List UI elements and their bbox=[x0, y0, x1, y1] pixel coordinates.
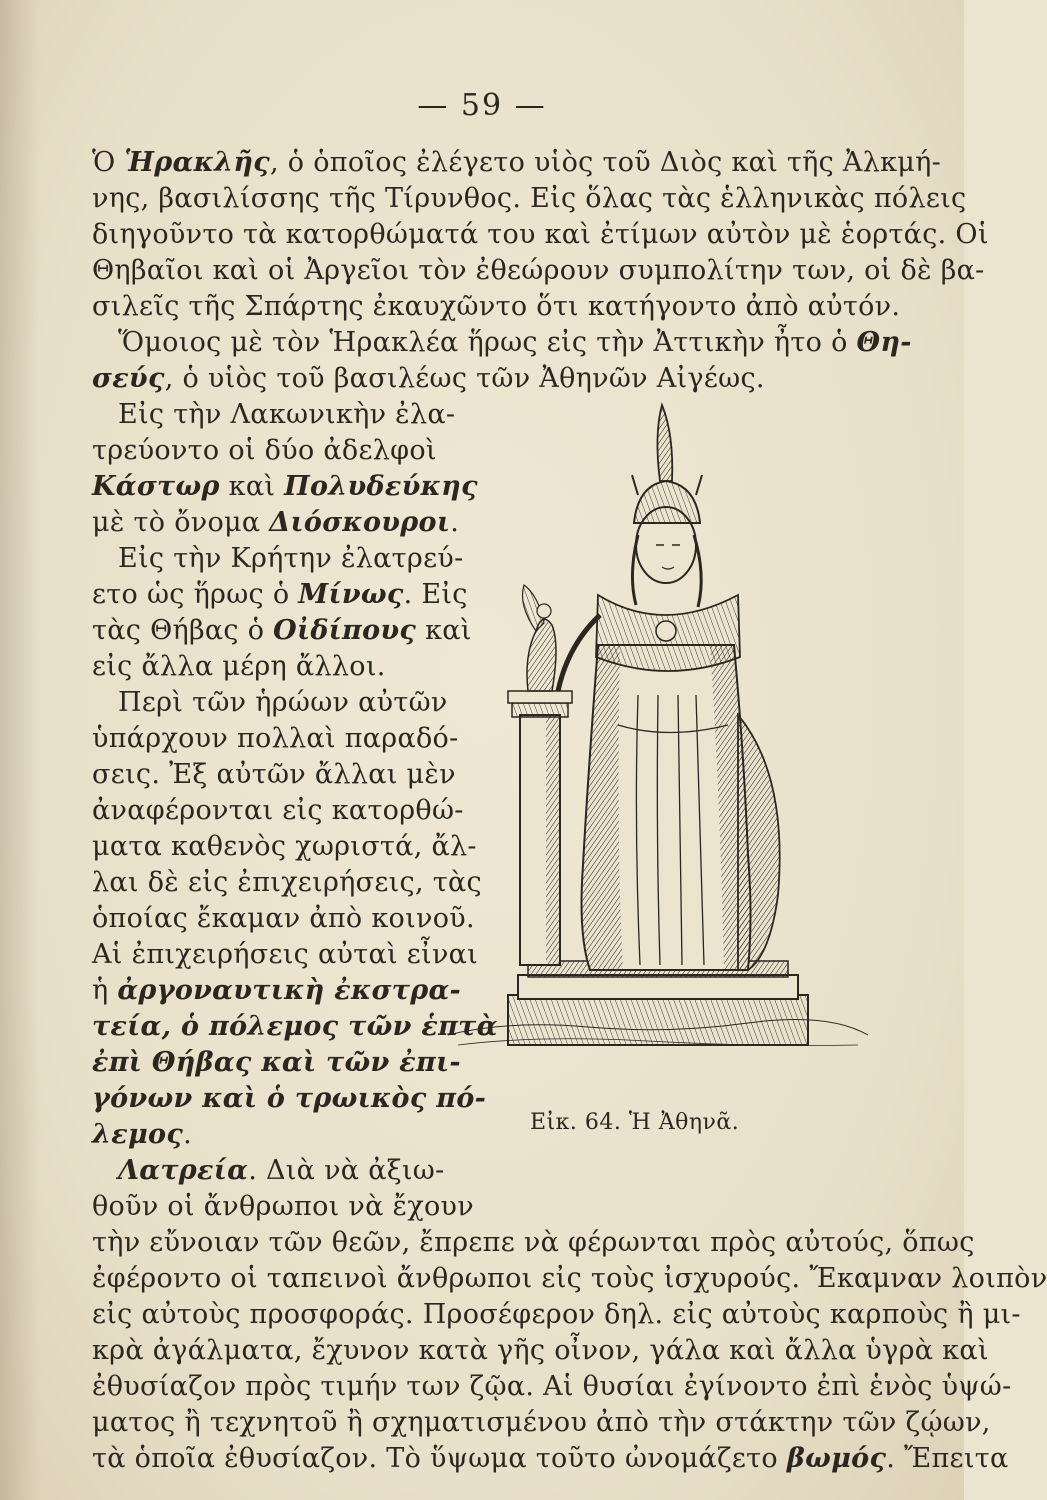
text-line bbox=[92, 974, 462, 1008]
hero-name-castor: Κάστωρ bbox=[92, 471, 220, 502]
text-line bbox=[92, 578, 468, 612]
text-line bbox=[118, 1154, 458, 1188]
text-line: ἐθυσίαζον πρὸς τιμήν των ζῷα. Αἱ θυσίαι ἐγίνοντο ἐπὶ ἑνὸς ὑψώ- bbox=[92, 1371, 1012, 1402]
text-line: ματος ἢ τεχνητοῦ ἢ σχηματισμένου ἀπὸ τὴν στάκτην τῶν ζῴων, bbox=[92, 1407, 991, 1438]
text-line: θοῦν οἱ ἄνθρωποι νὰ ἔχουν bbox=[92, 1191, 474, 1222]
text-fragment: ἡ bbox=[92, 975, 118, 1006]
text-line bbox=[92, 1046, 461, 1080]
emph-argonaut: ἀργοναυτικὴ ἐκστρα- bbox=[117, 975, 462, 1006]
figure-caption: Εἰκ. 64. Ἡ Ἀθηνᾶ. bbox=[530, 1110, 740, 1135]
text-line bbox=[92, 146, 942, 180]
hero-name-dioscuri: Διόσκουροι bbox=[269, 507, 451, 538]
hero-name-polydeuces: Πολυδεύκης bbox=[284, 471, 478, 502]
emph-trojan-end: λεμος bbox=[92, 1119, 184, 1150]
text-fragment: καὶ bbox=[416, 615, 472, 646]
text-fragment: μὲ τὸ ὄνομα bbox=[92, 507, 270, 538]
text-line: τρεύοντο οἱ δύο ἀδελφοὶ bbox=[92, 435, 437, 466]
text-line: εἰς ἄλλα μέρη ἄλλοι. bbox=[92, 651, 386, 682]
emph-trojan: γόνων καὶ ὁ τρωικὸς πό- bbox=[92, 1083, 487, 1114]
page-gutter-shadow bbox=[0, 0, 40, 1500]
hero-name-minos: Μίνως bbox=[298, 579, 404, 610]
text-line bbox=[92, 1118, 432, 1152]
text-line: τὴν εὔνοιαν τῶν θεῶν, ἔπρεπε νὰ φέρωνται πρὸς αὐτούς, ὅπως bbox=[92, 1227, 975, 1258]
text-line: ὁποίας ἔκαμαν ἀπὸ κοινοῦ. bbox=[92, 903, 475, 934]
text-line bbox=[92, 470, 478, 504]
text-fragment: , ὁ υἱὸς τοῦ βασιλέως τῶν Ἀθηνῶν Αἰγέως. bbox=[164, 363, 765, 394]
text-fragment: Ὅμοιος μὲ τὸν Ἡρακλέα ἥρως εἰς τὴν Ἀττικὴν ἦτο ὁ bbox=[118, 327, 857, 358]
text-line: Εἰς τὴν Κρήτην ἐλατρεύ- bbox=[118, 543, 464, 574]
text-fragment: . Διὰ νὰ ἀξιω- bbox=[248, 1155, 445, 1186]
emph-seven: τεία, ὁ πόλεμος τῶν ἑπτὰ bbox=[92, 1011, 498, 1042]
text-line: διηγοῦντο τὰ κατορθώματά του καὶ ἐτίμων αὐτὸν μὲ ἑορτάς. Οἱ bbox=[92, 219, 989, 250]
text-line bbox=[118, 326, 912, 360]
text-line bbox=[92, 506, 460, 540]
text-line: νης, βασιλίσσης τῆς Τίρυνθος. Εἰς ὅλας τὰς ἑλληνικὰς πόλεις bbox=[92, 183, 967, 214]
text-line: σεις. Ἐξ αὐτῶν ἄλλαι μὲν bbox=[92, 759, 456, 790]
text-fragment: τὰς Θήβας ὁ bbox=[92, 615, 274, 646]
text-line: ματα καθενὸς χωριστά, ἄλ- bbox=[92, 831, 477, 862]
text-fragment: . bbox=[183, 1119, 192, 1150]
text-line: Αἱ ἐπιχειρήσεις αὐταὶ εἶναι bbox=[92, 939, 479, 970]
emph-thebes: ἐπὶ Θήβας καὶ τῶν ἐπι- bbox=[92, 1047, 461, 1078]
text-line: εἰς αὐτοὺς προσφοράς. Προσέφερον δηλ. εἰς αὐτοὺς καρποὺς ἢ μι- bbox=[92, 1299, 1021, 1330]
athena-statue-engraving-icon bbox=[448, 395, 868, 1075]
text-line: λαι δὲ εἰς ἐπιχειρήσεις, τὰς bbox=[92, 867, 482, 898]
text-fragment: ετο ὡς ἥρως ὁ bbox=[92, 579, 299, 610]
text-line: ἀναφέρονται εἰς κατορθώ- bbox=[92, 795, 464, 826]
text-fragment: . Εἰς bbox=[403, 579, 468, 610]
text-line bbox=[92, 1442, 1009, 1476]
text-line bbox=[92, 362, 862, 396]
text-line bbox=[92, 614, 472, 648]
text-fragment: , ὁ ὁποῖος ἐλέγετο υἱὸς τοῦ Διὸς καὶ τῆς Ἀλκμή- bbox=[270, 147, 942, 178]
hero-name-oedipus: Οἰδίπους bbox=[273, 615, 417, 646]
text-line: ὑπάρχουν πολλαὶ παραδό- bbox=[92, 723, 459, 754]
text-line: Εἰς τὴν Λακωνικὴν ἐλα- bbox=[118, 399, 456, 430]
term-altar: βωμός bbox=[786, 1443, 887, 1474]
text-line bbox=[92, 1082, 487, 1116]
text-line: Περὶ τῶν ἡρώων αὐτῶν bbox=[118, 687, 448, 718]
text-line: Θηβαῖοι καὶ οἱ Ἀργεῖοι τὸν ἐθεώρουν συμπολίτην των, οἱ δὲ βα- bbox=[92, 255, 985, 286]
text-fragment: καὶ bbox=[219, 471, 285, 502]
text-fragment: . Ἔπειτα bbox=[886, 1443, 1009, 1474]
text-line: σιλεῖς τῆς Σπάρτης ἐκαυχῶντο ὅτι κατήγοντο ἀπὸ αὐτόν. bbox=[92, 291, 901, 322]
text-fragment: Ὁ bbox=[92, 147, 125, 178]
text-fragment: τὰ ὁποῖα ἐθυσίαζον. Τὸ ὕψωμα τοῦτο ὠνομάζετο bbox=[92, 1443, 787, 1474]
hero-name-theseus: Θη- bbox=[856, 327, 912, 358]
text-line bbox=[92, 1010, 498, 1044]
text-line: κρὰ ἀγάλματα, ἔχυνον κατὰ γῆς οἶνον, γάλα καὶ ἄλλα ὑγρὰ καὶ bbox=[92, 1335, 989, 1366]
hero-name-heracles: Ἡρακλῆς bbox=[124, 147, 271, 178]
athena-statue-figure bbox=[448, 395, 868, 1075]
page-number: — 59 — bbox=[417, 88, 547, 123]
text-line: ἐφέροντο οἱ ταπεινοὶ ἄνθρωποι εἰς τοὺς ἰσχυρούς. Ἔκαμναν λοιπὸν bbox=[92, 1263, 1047, 1294]
section-heading-worship: Λατρεία bbox=[118, 1155, 249, 1186]
text-fragment: . bbox=[450, 507, 460, 538]
hero-name-theseus-end: σεύς bbox=[92, 363, 165, 394]
